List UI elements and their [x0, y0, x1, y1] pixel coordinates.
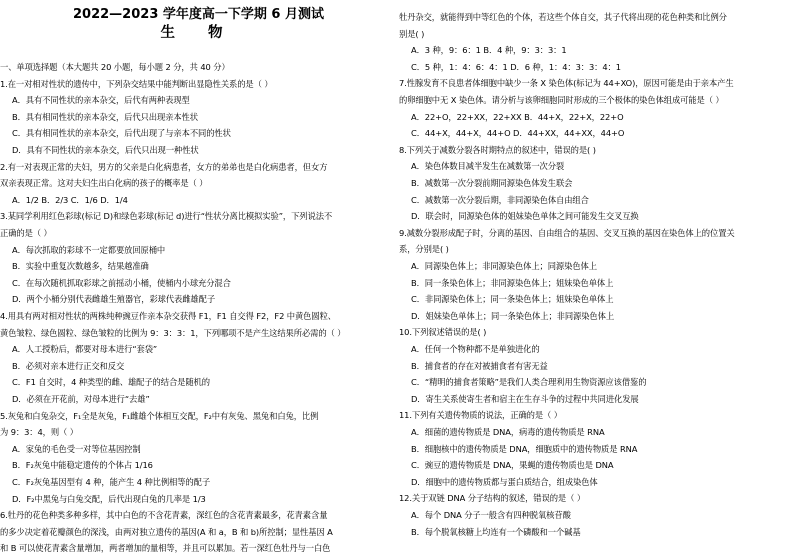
question-text: 2.有一对表现正常的夫妇，男方的父亲是白化病患者，女方的弟弟也是白化病患者，但女方	[0, 161, 328, 172]
question-text: 系，分别是( )	[399, 244, 449, 255]
answer-option: C．“精明的捕食者策略”是我们人类合理利用生物资源应该借鉴的	[411, 377, 647, 388]
question-text: 3.某同学利用红色彩球(标记 D)和绿色彩球(标记 d)进行“性状分离比模拟实验”，下列说法不	[0, 211, 333, 222]
answer-option: B．细胞核中的遗传物质是 DNA，细胞质中的遗传物质是 RNA	[411, 443, 638, 454]
question-text: 黄色皱粒、绿色圆粒、绿色皱粒的比例为 9：3：3：1，下列哪项不是产生这结果所必需的（ ）	[0, 327, 346, 338]
answer-option: A．每个 DNA 分子一般含有四种脱氧核苷酸	[411, 510, 571, 520]
question-text: 的多少决定着花瓣颜色的深浅，由两对独立遗传的基因(A 和 a，B 和 b)所控制；显性基因 A	[0, 526, 333, 537]
answer-option: A．细菌的遗传物质是 DNA，病毒的遗传物质是 RNA	[411, 427, 605, 437]
answer-option: C．非同源染色体上；同一条染色体上；姐妹染色单体上	[411, 294, 614, 305]
answer-option: A．3 种，9：6：1 B．4 种，9：3：3：1	[411, 45, 567, 56]
question-text: 12.关于双链 DNA 分子结构的叙述，错误的是（ ）	[399, 493, 586, 504]
question-text: 别是( )	[399, 28, 425, 39]
question-text: 7.性腺发育不良患者体细胞中缺少一条 X 染色体(标记为 44+XO)，原因可能是由于亲本产生	[399, 78, 734, 89]
question-text: 牡丹杂交，就能得到中等红色的个体，若这些个体自交，其子代将出现的花色种类和比例分	[399, 12, 727, 22]
answer-option: A．任何一个物种都不是单独进化的	[411, 344, 540, 354]
question-text: 11.下列有关遗传物质的说法，正确的是（ ）	[399, 410, 562, 421]
question-text: 双亲表现正常。这对夫妇生出白化病的孩子的概率是（ ）	[0, 178, 208, 189]
question-text: 1.在一对相对性状的遗传中，下列杂交结果中能判断出显隐性关系的是（ ）	[0, 78, 273, 89]
answer-option: D．细胞中的遗传物质都与蛋白质结合，组成染色体	[411, 476, 598, 487]
answer-option: A．同源染色体上；非同源染色体上；同源染色体上	[411, 261, 597, 271]
answer-option: D．联会时，同源染色体的姐妹染色单体之间可能发生交叉互换	[411, 211, 639, 222]
answer-option: D．具有不同性状的亲本杂交，后代只出现一种性状	[12, 145, 199, 155]
question-text: 4.用具有两对相对性状的两株纯种豌豆作亲本杂交获得 F1，F1 自交得 F2，F2 中黄色圆粒、	[0, 311, 336, 321]
answer-option: C．F1 自交时，4 种类型的雌、雄配子的结合是随机的	[12, 377, 210, 388]
answer-option: D．两个小桶分别代表雌雄生殖器官，彩球代表雌雄配子	[12, 294, 216, 305]
answer-option: B．捕食者的存在对被捕食者有害无益	[411, 360, 548, 371]
answer-option: C．44+X，44+X，44+O D．44+XX，44+XX，44+O	[411, 128, 625, 139]
answer-option: C．在每次随机抓取彩球之前摇动小桶，使桶内小球充分混合	[12, 277, 231, 288]
question-text: 5.灰兔和白兔杂交，F₁全是灰兔，F₁雌雄个体相互交配，F₂中有灰兔、黑兔和白兔，比例	[0, 410, 319, 421]
question-text: 8.下列关于减数分裂各时期特点的叙述中，错误的是( )	[399, 144, 596, 155]
question-text: 10.下列叙述错误的是( )	[399, 327, 487, 338]
answer-option: A．1/2 B．2/3 C．1/6 D．1/4	[12, 194, 128, 205]
question-text: 的卵细胞中无 X 染色体。请分析与该卵细胞同时形成的三个极体的染色体组成可能是（ ）	[399, 95, 724, 105]
right-column	[399, 0, 794, 560]
question-text: 一、单项选择题（本大题共 20 小题，每小题 2 分，共 40 分）	[0, 62, 230, 72]
answer-option: D．F₂中黑兔与白兔交配，后代出现白兔的几率是 1/3	[12, 493, 206, 504]
answer-option: C．具有相同性状的亲本杂交，后代出现了与亲本不同的性状	[12, 128, 231, 139]
answer-option: B．减数第一次分裂前期同源染色体发生联会	[411, 178, 573, 188]
subject-title: 生 物	[160, 25, 237, 41]
answer-option: A．人工授粉后，都要对母本进行“套袋”	[12, 344, 158, 355]
answer-option: B．每个脱氧核糖上均连有一个磷酸和一个碱基	[411, 526, 581, 537]
answer-option: B．具有相同性状的亲本杂交，后代只出现亲本性状	[12, 111, 198, 122]
question-text: 为 9：3：4，则（ ）	[0, 427, 78, 438]
exam-title: 2022—2023 学年度高一下学期 6 月测试	[73, 7, 324, 22]
question-text: 6.牡丹的花色种类多种多样，其中白色的不含花青素，深红色的含花青素最多，花青素含量	[0, 510, 328, 521]
question-text: 9.减数分裂形成配子时，分离的基因、自由组合的基因、交叉互换的基因在染色体上的位置关	[399, 227, 735, 238]
answer-option: C．5 种，1：4：6：4：1 D．6 种，1：4：3：3：4：1	[411, 61, 621, 72]
answer-option: B．实验中重复次数越多，结果越准确	[12, 261, 149, 272]
answer-option: C．F₂灰兔基因型有 4 种，能产生 4 种比例相等的配子	[12, 477, 211, 487]
question-text: 和 B 可以使花青素含量增加，两者增加的量相等，并且可以累加。若一深红色牡丹与一白色	[0, 543, 331, 554]
answer-option: C．减数第一次分裂后期，非同源染色体自由组合	[411, 194, 589, 205]
answer-option: A．每次抓取的彩球不一定都要放回原桶中	[12, 244, 166, 255]
answer-option: A．具有不同性状的亲本杂交，后代有两种表现型	[12, 95, 190, 106]
question-text: 正确的是（ ）	[0, 228, 52, 238]
answer-option: D．必须在开花前，对母本进行“去雄”	[12, 394, 150, 404]
answer-option: A．染色体数目减半发生在减数第一次分裂	[411, 161, 565, 172]
answer-option: B．必须对亲本进行正交和反交	[12, 360, 125, 371]
answer-option: D．寄生关系使寄生者和宿主在生存斗争的过程中共同进化发展	[411, 393, 639, 404]
answer-option: C．豌豆的遗传物质是 DNA，果蝇的遗传物质也是 DNA	[411, 460, 614, 471]
answer-option: B．同一条染色体上；非同源染色体上；姐妹染色单体上	[411, 277, 614, 288]
answer-option: A．家兔的毛色受一对等位基因控制	[12, 443, 141, 454]
answer-option: B．F₂灰兔中能稳定遗传的个体占 1/16	[12, 460, 153, 471]
answer-option: D．姐妹染色单体上；同一条染色体上；非同源染色体上	[411, 310, 615, 321]
answer-option: A．22+O，22+XX，22+XX B．44+X，22+X，22+O	[411, 111, 624, 122]
